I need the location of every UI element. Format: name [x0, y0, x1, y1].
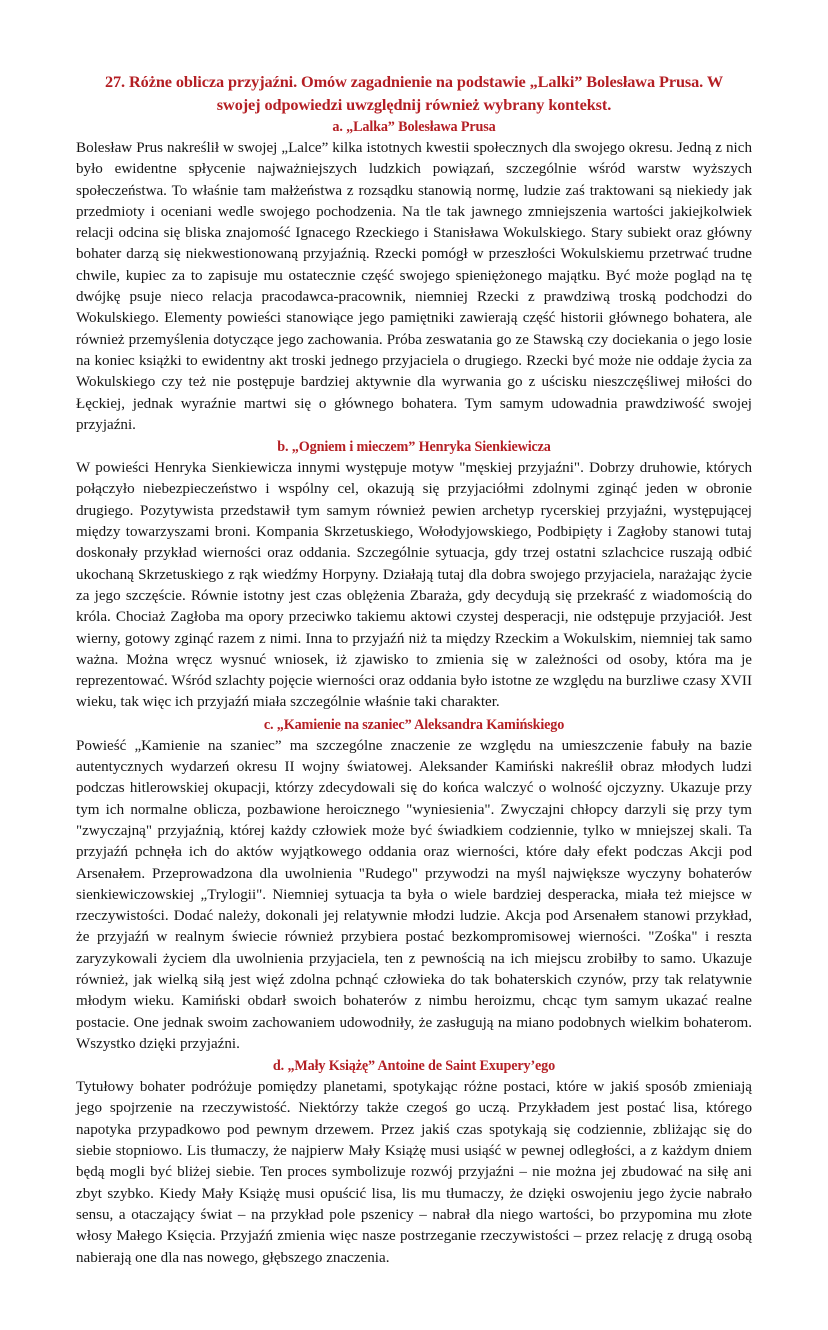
page-title: 27. Różne oblicza przyjaźni. Omów zagadnienie na podstawie „Lalki” Bolesława Prusa. W swojej odpowiedzi uwzględnij również wybrany kontekst.	[104, 72, 724, 114]
section-heading-d: d. „Mały Książę” Antoine de Saint Exupery’ego	[272, 1058, 556, 1075]
section-heading-c: c. „Kamienie na szaniec” Aleksandra Kamińskiego	[263, 716, 565, 733]
section-heading-a: a. „Lalka” Bolesława Prusa	[332, 119, 496, 135]
section-body-d: Tytułowy bohater podróżuje pomiędzy planetami, spotykając różne postaci, które w jakiś sposób zmieniają jego spojrzenie na rzeczywistość. Niektórzy także czegoś go uczą. Przykładem jest postać lisa, którego napotyka przypadkowo pod pewnym drzewem. Przez jakiś czas spotykają się codziennie, zbliżając się do siebie stopniowo. Lis tłumaczy, że najpierw Mały Książę musi usiąść w pewnej odległości, a z każdym dniem będą mogli być bliżej siebie. Ten proces symbolizuje rozwój przyjaźni – nie można jej zbudować na siłę ani zbyt szybko. Kiedy Mały Książę musi opuścić lisa, lis mu tłumaczy, że dzięki oswojeniu jego życie nabrało sensu, a otaczający świat – na przykład pole pszenicy – nabrał dla niego wartości, bo przypomina mu złote włosy Małego Księcia. Przyjaźń zmienia więc nasze postrzeganie rzeczywistości – przez relację z drugą osobą nabierają one dla nas nowego, głębszego znaczenia.	[76, 1079, 752, 1266]
section-body-b: W powieści Henryka Sienkiewicza innymi występuje motyw "męskiej przyjaźni". Dobrzy druhowie, których połączyło niebezpieczeństwo i wspólny cel, okazują się przyjaciółmi zdolnymi zginąć jeden w obronie drugiego. Pozytywista przedstawił tym samym również pewien archetyp rycerskiej przyjaźni, występującej między towarzyszami broni. Kompania Skrzetuskiego, Wołodyjowskiego, Podbipięty i Zagłoby stanowi tutaj doskonały przykład wierności oraz oddania. Szczególnie sytuacja, gdy trzej ostatni szlachcice ruszają odbić ukochaną Skrzetuskiego z rąk wiedźmy Horpyny. Działają tutaj dla dobra swojego przyjaciela, narażając życie za jego szczęście. Równie istotny jest czas oblężenia Zbaraża, gdy decydują się przekraść z wiadomością do króla. Chociaż Zagłoba ma opory przeciwko takiemu aktowi czystej desperacji, nie odstępuje przyjaciół. Jest wierny, gotowy zginąć razem z nimi. Inna to przyjaźń niż ta między Rzeckim a Wokulskim, niemniej tak samo ważna. Można wręcz wysnuć wniosek, iż zjawisko to zmienia się w zależności od osoby, która ma je reprezentować. Wśród szlachty pojęcie wierności oraz oddania było istotne ze względu na burzliwe czasy XVII wieku, tak więc ich przyjaźń miała szczególnie właśnie taki charakter.	[76, 460, 752, 711]
page-bottom-margin	[76, 1270, 752, 1330]
section-body-a: Bolesław Prus nakreślił w swojej „Lalce” kilka istotnych kwestii społecznych dla swojego okresu. Jedną z nich było ewidentne spłycenie najważniejszych ludzkich powiązań, szczególnie wśród warstw wyższych społeczeństwa. To właśnie tam małżeństwa z rozsądku stanowią normę, ludzie zaś traktowani są niekiedy jak przedmioty i oceniani wedle swojego pochodzenia. Na tle tak jawnego zmniejszenia wartości jakiejkolwiek relacji odcina się bliska znajomość Ignacego Rzeckiego i Stanisława Wokulskiego. Stary subiekt oraz główny bohater darzą się niekwestionowaną przyjaźnią. Rzecki pomógł w przeszłości Wokulskiemu przetrwać trudne chwile, kupiec za to zapisuje mu ostatecznie część swojego spieniężonego majątku. Być może pogląd na tę dwójkę psuje nieco relacja pracodawca-pracownik, niemniej Rzecki z prawdziwą troską podchodzi do Wokulskiego. Elementy powieści stanowiące jego pamiętniki zawierają część historii głównego bohatera, ale również przemyślenia dotyczące jego zachowania. Próba zeswatania go ze Stawską czy dociekania o jego losie na koniec książki to ewidentny akt troski jednego przyjaciela o drugiego. Rzecki być może nie oddaje życia za Wokulskiego czy też nie postępuje bardziej aktywnie dla wyrwania go z uścisku nieszczęśliwej miłości do Łęckiej, jednak wyraźnie martwi się o głównego bohatera. Tym samym udowadnia prawdziwość swojej przyjaźni.	[76, 140, 752, 433]
section-body-c: Powieść „Kamienie na szaniec” ma szczególne znaczenie ze względu na umieszczenie fabuły na bazie autentycznych wydarzeń okresu II wojny światowej. Aleksander Kamiński nakreślił obraz młodych ludzi podczas hitlerowskiej okupacji, którzy zdecydowali się do końca walczyć o wolność ojczyzny. Ukazuje przy tym ich normalne oblicza, pozbawione heroicznego "wyniesienia". Zwyczajni chłopcy darzyli się przy tym "zwyczajną" przyjaźnią, której każdy człowiek może być świadkiem codziennie, tylko w mniejszej skali. Ta przyjaźń pchnęła ich do aktów wyjątkowego oddania oraz wierności, które dały efekt podczas Akcji pod Arsenałem. Przeprowadzona dla uwolnienia "Rudego" przywodzi na myśl największe wyczyny bohaterów sienkiewiczowskiej „Trylogii". Niemniej sytuacja ta była o wiele bardziej desperacka, miała też miejsce w rzeczywistości. Dodać należy, dokonali jej relatywnie młodzi ludzie. Akcja pod Arsenałem stanowi przykład, że przyjaźń w realnym świecie również przybiera postać bezkompromisowej wierności. "Zośka" i reszta zaryzykowali życiem dla uwolnienia przyjaciela, ten z pewnością na ich miejscu zrobiłby to samo. Ukazuje również, jak wielką siłą jest więź zdolna pchnąć człowieka do tak bohaterskich czynów, przy tak relatywnie młodym wieku. Kamiński obdarł swoich bohaterów z nimbu heroizmu, chcąc tym samym ukazać realne postacie. One jednak swoim zachowaniem udowodniły, że zasługują na miano podobnych wielkim bohaterom. Wszystko dzięki przyjaźni.	[76, 737, 752, 1052]
section-heading-b: b. „Ogniem i mieczem” Henryka Sienkiewicza	[277, 439, 551, 456]
